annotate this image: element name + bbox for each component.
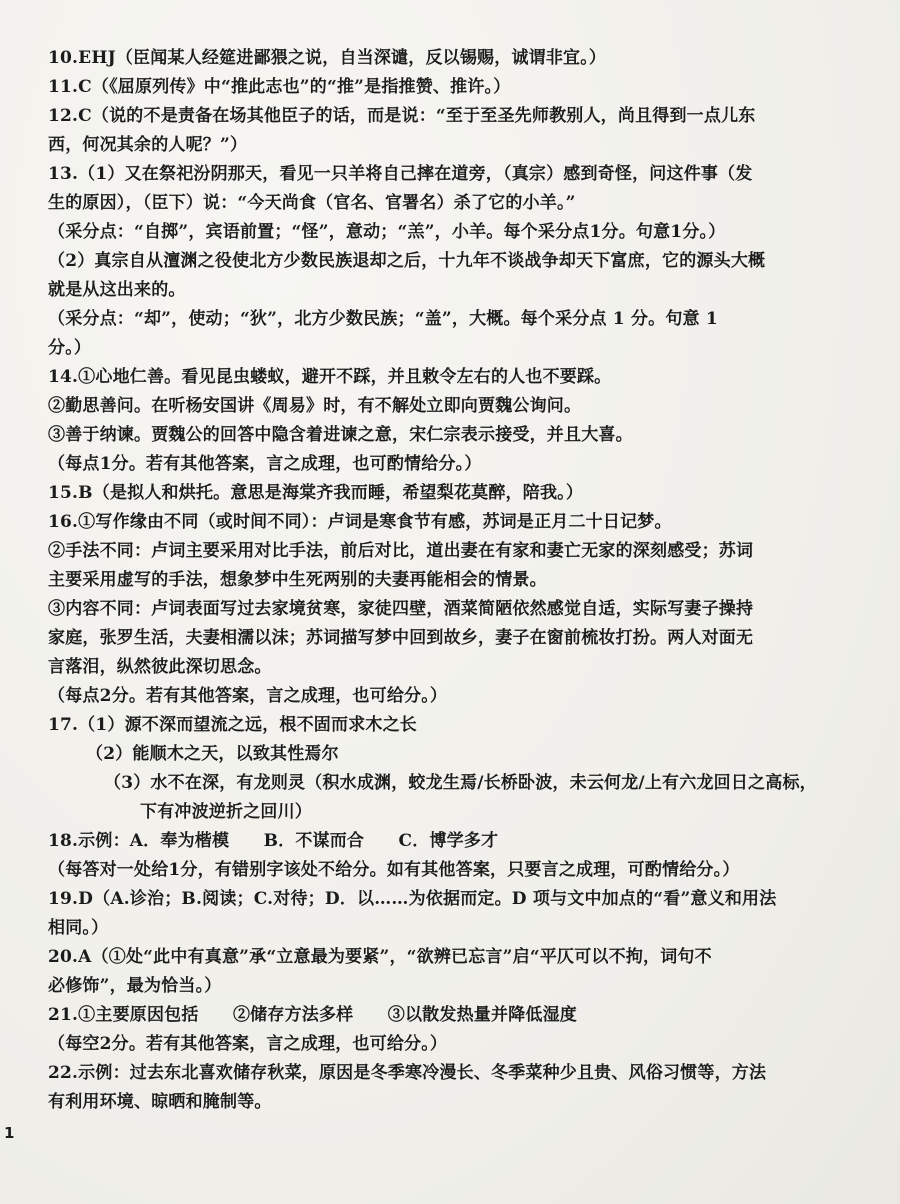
answer-17-2: （2）能顺木之天，以致其性焉尔 <box>86 744 339 764</box>
answer-10: 10.EHJ（臣闻某人经筵进鄙猥之说，自当深谴，反以锡赐，诚谓非宜。） <box>48 48 607 68</box>
answer-14-point-1: 14.①心地仁善。看见昆虫蝼蚁，避开不踩，并且敕令左右的人也不要踩。 <box>48 367 612 387</box>
answer-17-3-line-1: （3）水不在深，有龙则灵（积水成渊，蛟龙生焉/长桥卧波，未云何龙/上有六龙回日之高标， <box>104 773 817 793</box>
answer-19-line-1: 19.D（A.诊治；B.阅读；C.对待；D．以……为依据而定。D 项与文中加点的“看”意义和用法 <box>48 889 777 909</box>
answer-18: 18.示例：A．奉为楷模 B．不谋而合 C．博学多才 <box>48 831 499 851</box>
answer-21: 21.①主要原因包括 ②储存方法多样 ③以散发热量并降低湿度 <box>48 1005 577 1025</box>
answer-20-line-1: 20.A（①处“此中有真意”承“立意最为要紧”，“欲辨已忘言”启“平仄可以不拘，词句不 <box>48 947 712 967</box>
answer-21-scoring: （每空2分。若有其他答案，言之成理，也可给分。） <box>48 1034 448 1054</box>
answer-19-line-2: 相同。） <box>48 918 109 938</box>
answer-22-line-1: 22.示例：过去东北喜欢储存秋菜，原因是冬季寒冷漫长、冬季菜种少且贵、风俗习惯等，方法 <box>48 1063 767 1083</box>
answer-13-1-line-1: 13.（1）又在祭祀汾阴那天，看见一只羊将自己摔在道旁，（真宗）感到奇怪，问这件事（发 <box>48 164 753 184</box>
answer-14-point-2: ②勤思善问。在听杨安国讲《周易》时，有不解处立即向贾魏公询问。 <box>48 396 582 416</box>
answer-13-2-scoring-line-1: （采分点：“却”，使动；“狄”，北方少数民族；“盖”，大概。每个采分点 1 分。句意 1 <box>48 309 718 329</box>
answer-13-2-line-2: 就是从这出来的。 <box>48 280 186 300</box>
answer-16-point-2-line-1: ②手法不同：卢词主要采用对比手法，前后对比，道出妻在有家和妻亡无家的深刻感受；苏词 <box>48 541 754 561</box>
answer-20-line-2: 必修饰”，最为恰当。） <box>48 976 222 996</box>
answer-key-text <box>48 44 868 1117</box>
answer-17-3-line-2: 下有冲波逆折之回川） <box>140 802 312 822</box>
answer-18-scoring: （每答对一处给1分，有错别字该处不给分。如有其他答案，只要言之成理，可酌情给分。） <box>48 860 740 880</box>
answer-14-point-3: ③善于纳谏。贾魏公的回答中隐含着进谏之意，宋仁宗表示接受，并且大喜。 <box>48 425 633 445</box>
answer-13-2-line-1: （2）真宗自从澶渊之役使北方少数民族退却之后，十九年不谈战争却天下富庶，它的源头大概 <box>48 251 766 271</box>
answer-16-point-3-line-2: 家庭，张罗生活，夫妻相濡以沫；苏词描写梦中回到故乡，妻子在窗前梳妆打扮。两人对面无 <box>48 628 754 648</box>
answer-13-1-line-2: 生的原因），（臣下）说：“今天尚食（官名、官署名）杀了它的小羊。” <box>48 193 576 213</box>
answer-16-point-3-line-1: ③内容不同：卢词表面写过去家境贫寒，家徒四壁，酒菜简陋依然感觉自适，实际写妻子操持 <box>48 599 754 619</box>
answer-12-line-1: 12.C（说的不是责备在场其他臣子的话，而是说：“至于至圣先师教别人，尚且得到一点儿东 <box>48 106 756 126</box>
answer-16-point-2-line-2: 主要采用虚写的手法，想象梦中生死两别的夫妻再能相会的情景。 <box>48 570 547 590</box>
answer-14-scoring: （每点1分。若有其他答案，言之成理，也可酌情给分。） <box>48 454 482 474</box>
answer-13-2-scoring-line-2: 分。） <box>48 338 92 358</box>
page-number: 1 <box>4 1124 15 1142</box>
answer-11: 11.C（《屈原列传》中“推此志也”的“推”是指推赞、推许。） <box>48 77 511 97</box>
answer-16-point-1: 16.①写作缘由不同（或时间不同）：卢词是寒食节有感，苏词是正月二十日记梦。 <box>48 512 672 532</box>
answer-17-1: 17.（1）源不深而望流之远，根不固而求木之长 <box>48 715 418 735</box>
answer-13-1-scoring: （采分点：“自掷”，宾语前置；“怪”，意动；“羔”，小羊。每个采分点1分。句意1分。） <box>48 222 726 242</box>
answer-16-scoring: （每点2分。若有其他答案，言之成理，也可给分。） <box>48 686 448 706</box>
answer-22-line-2: 有利用环境、晾晒和腌制等。 <box>48 1092 272 1112</box>
answer-12-line-2: 西，何况其余的人呢？”） <box>48 135 248 155</box>
answer-15: 15.B（是拟人和烘托。意思是海棠齐我而睡，希望梨花莫醉，陪我。） <box>48 483 584 503</box>
answer-16-point-3-line-3: 言落泪，纵然彼此深切思念。 <box>48 657 272 677</box>
